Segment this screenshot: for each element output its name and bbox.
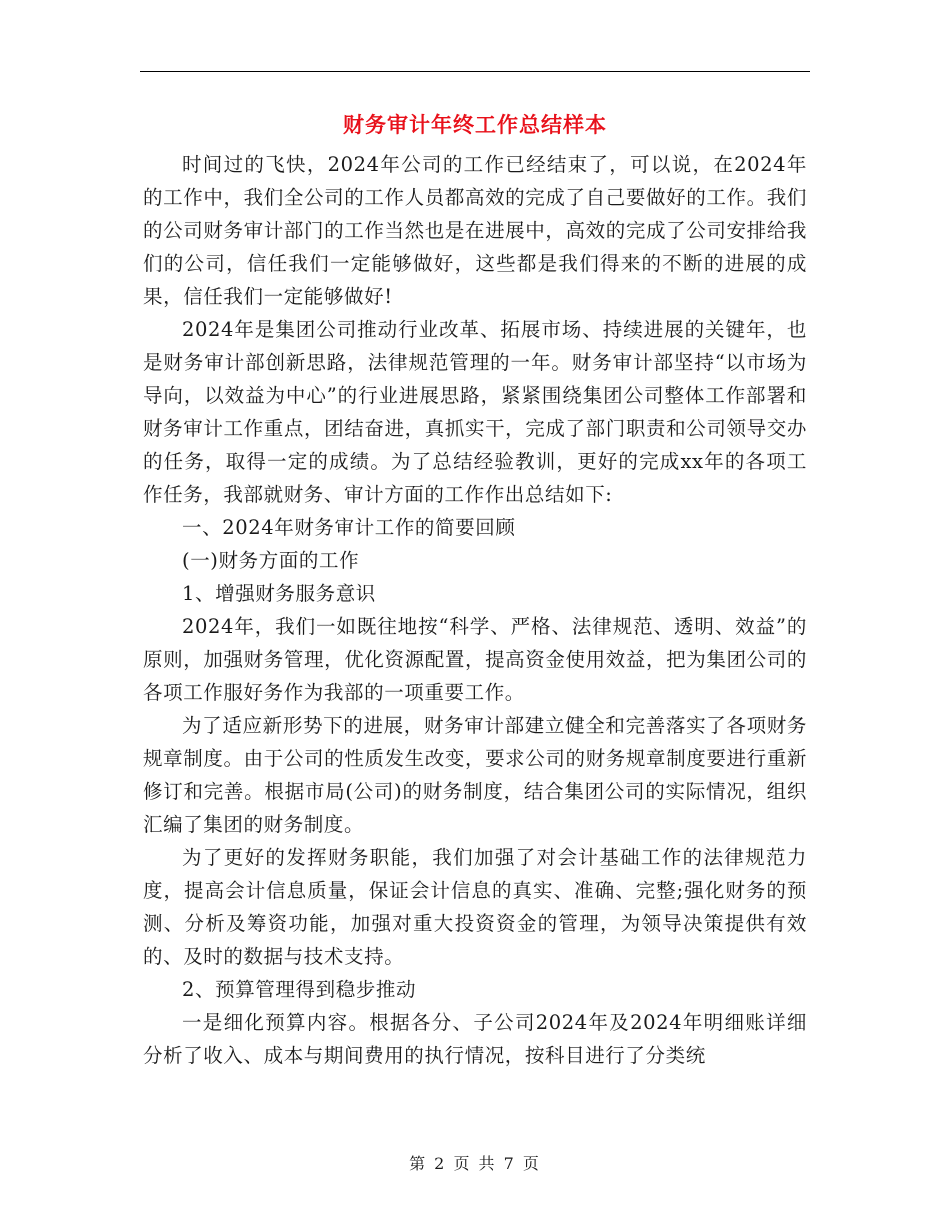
section-heading-review: 一、2024年财务审计工作的简要回顾 <box>182 516 516 539</box>
document-title: 财务审计年终工作总结样本 <box>343 113 607 137</box>
paragraph-accounting: 为了更好的发挥财务职能，我们加强了对会计基础工作的法律规范力度，提高会计信息质量，保证会计信息的真实、准确、完整;强化财务的预测、分析及筹资功能，加强对重大投资资金的管理，为领导决策提供有效的、及时的数据与技术支持。 <box>143 846 807 968</box>
subsection-heading-finance: (一)财务方面的工作 <box>182 549 360 572</box>
item-heading-service: 1、增强财务服务意识 <box>182 582 376 605</box>
paragraph-key-year: 2024年是集团公司推动行业改革、拓展市场、持续进展的关键年，也是财务审计部创新思路，法律规范管理的一年。财务审计部坚持“以市场为导向，以效益为中心”的行业进展思路，紧紧围绕集团公司整体工作部署和财务审计工作重点，团结奋进，真抓实干，完成了部门职责和公司领导交办的任务，取得一定的成绩。为了总结经验教训，更好的完成xx年的各项工作任务，我部就财务、审计方面的工作作出总结如下: <box>143 318 807 506</box>
paragraph-regulations: 为了适应新形势下的进展，财务审计部建立健全和完善落实了各项财务规章制度。由于公司的性质发生改变，要求公司的财务规章制度要进行重新修订和完善。根据市局(公司)的财务制度，结合集团公司的实际情况，组织汇编了集团的财务制度。 <box>143 714 807 836</box>
item-heading-budget: 2、预算管理得到稳步推动 <box>182 978 417 1001</box>
paragraph-budget-detail: 一是细化预算内容。根据各分、子公司2024年及2024年明细账详细分析了收入、成本与期间费用的执行情况，按科目进行了分类统 <box>143 1011 807 1067</box>
header-rule <box>140 71 810 72</box>
page-footer: 第 2 页 共 7 页 <box>409 1154 541 1173</box>
paragraph-intro: 时间过的飞快，2024年公司的工作已经结束了，可以说，在2024年的工作中，我们全公司的工作人员都高效的完成了自己要做好的工作。我们的公司财务审计部门的工作当然也是在进展中，高效的完成了公司安排给我们的公司，信任我们一定能够做好，这些都是我们得来的不断的进展的成果，信任我们一定能够做好! <box>143 153 807 308</box>
paragraph-principles: 2024年，我们一如既往地按“科学、严格、法律规范、透明、效益”的原则，加强财务管理，优化资源配置，提高资金使用效益，把为集团公司的各项工作服好务作为我部的一项重要工作。 <box>143 615 807 704</box>
document-body <box>143 148 807 1072</box>
